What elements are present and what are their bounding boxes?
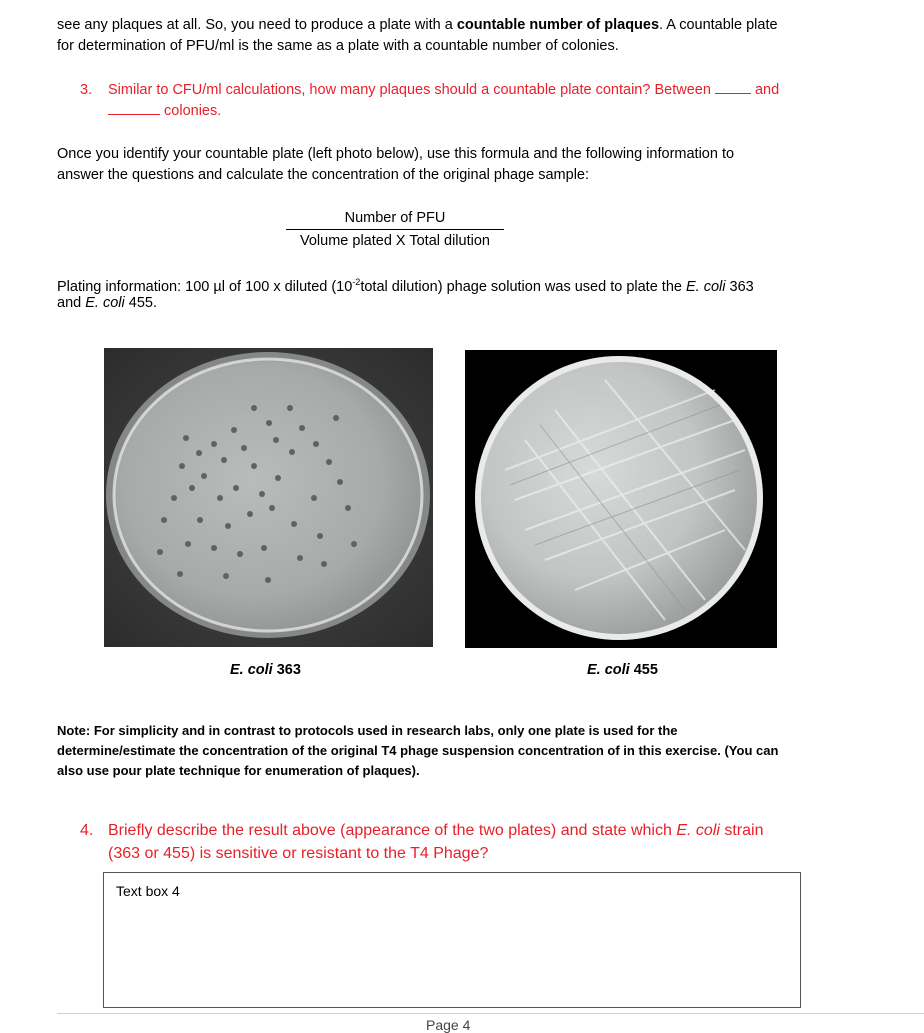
answer-text-box-4[interactable] (103, 872, 801, 1008)
text-box-label: Text box 4 (116, 883, 180, 899)
note-line-2: determine/estimate the concentration of the original T4 phage suspension concentration of in this exercise. (You can (57, 743, 779, 758)
question-3-number: 3. (80, 82, 93, 98)
caption-ecoli-363: E. coli 363 (230, 662, 301, 678)
note-line-1: Note: For simplicity and in contrast to protocols used in research labs, only one plate is used for the (57, 723, 678, 738)
formula-denominator: Volume plated X Total dilution (300, 233, 490, 249)
answer-blank-lower[interactable] (715, 81, 751, 94)
formula-intro-line-2: answer the questions and calculate the concentration of the original phage sample: (57, 167, 590, 183)
plate-photo-ecoli-455 (465, 350, 777, 648)
caption-ecoli-455: E. coli 455 (587, 662, 658, 678)
plate-photo-ecoli-363 (104, 348, 433, 647)
question-3-line-2: colonies. (108, 101, 221, 122)
question-4-line-2: (363 or 455) is sensitive or resistant to the T4 Phage? (108, 845, 489, 862)
formula-numerator: Number of PFU (286, 207, 504, 230)
question-4-line-1: Briefly describe the result above (appearance of the two plates) and state which E. coli strain (108, 822, 764, 839)
question-3-line-1: Similar to CFU/ml calculations, how many plaques should a countable plate contain? Between and (108, 82, 780, 98)
question-4-number: 4. (80, 822, 94, 839)
page-number: Page 4 (426, 1017, 471, 1033)
intro-line-1: see any plaques at all. So, you need to produce a plate with a countable number of plaques. A countable plate (57, 17, 778, 33)
plating-info-line-1: Plating information: 100 µl of 100 x diluted ($10^{-2}total$ dilution) phage solution was used to plate the E. coli 363 (57, 277, 754, 295)
pfu-formula (286, 207, 504, 252)
plating-info-line-2: and E. coli 455. (57, 295, 157, 311)
formula-intro-line-1: Once you identify your countable plate (left photo below), use this formula and the following information to (57, 146, 735, 162)
answer-blank-upper[interactable] (108, 102, 160, 115)
note-line-3: also use pour plate technique for enumeration of plaques). (57, 763, 420, 778)
footer-divider (57, 1013, 924, 1014)
intro-line-2: for determination of PFU/ml is the same as a plate with a countable number of colonies. (57, 38, 619, 54)
